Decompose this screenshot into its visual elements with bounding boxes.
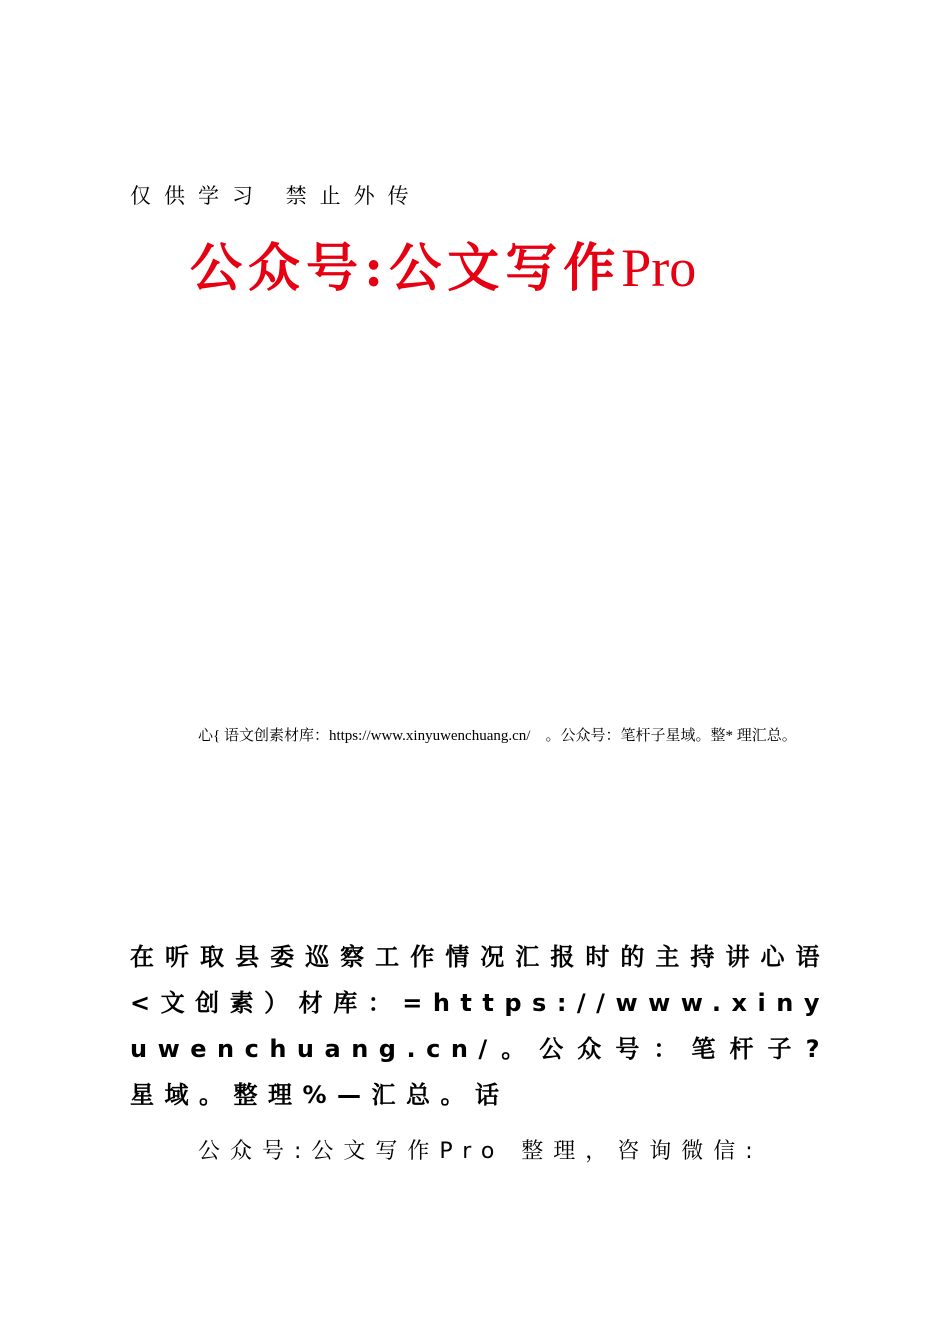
internal-use-notice: 仅供学习 禁止外传 (130, 184, 422, 208)
document-title: 在听取县委巡察工作情况汇报时的主持讲心语<文创素）材库：=https://www.xinyuwenchuang.cn/。公众号：笔杆子?星域。整理%—汇总。话 (130, 943, 830, 1109)
brand-name-chinese: 公众号:公文写作 (190, 238, 622, 299)
brand-banner (190, 226, 790, 298)
source-note: 心{ 语文创素材库：https://www.xinyuwenchuang.cn/ 。公众号：笔杆子星域。整* 理汇总。 (198, 728, 797, 744)
footer-contact-line: 公众号:公文写作Pro 整理，咨询微信: (198, 1139, 763, 1164)
brand-name-latin: Pro (621, 238, 697, 298)
